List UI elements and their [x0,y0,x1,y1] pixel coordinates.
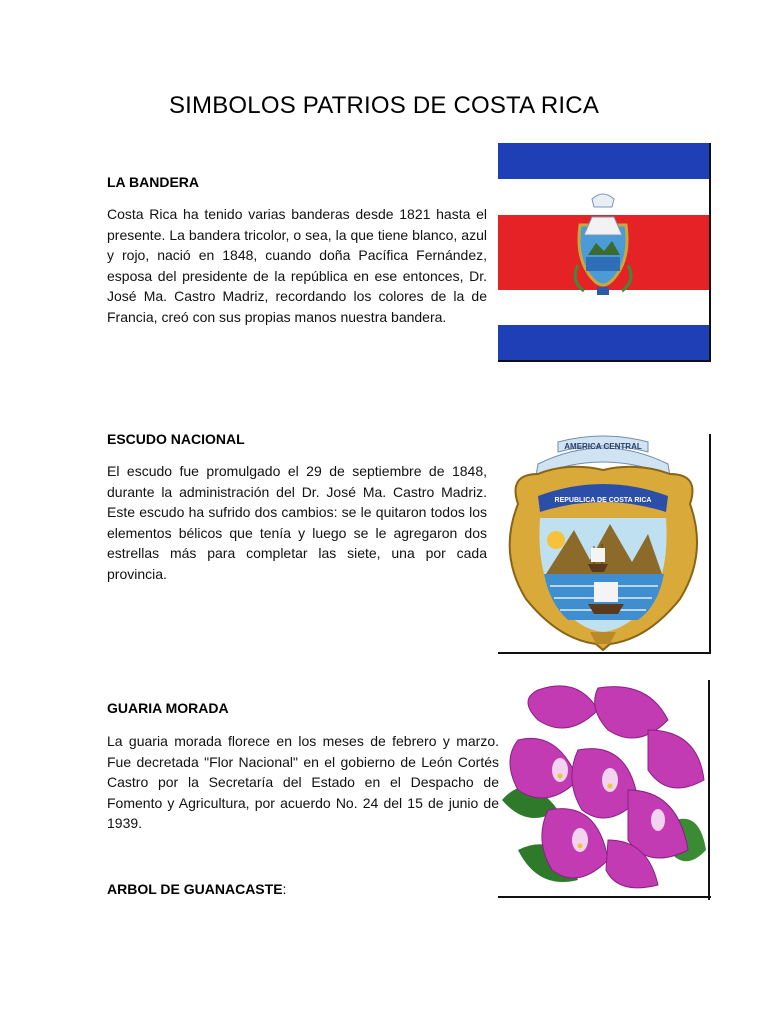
section-text-guaria: La guaria morada florece en los meses de febrero y marzo. Fue decretada "Flor Nacional" en el gobierno de León Cortés Castro por la Secretaría del Estado en el Despacho de Fomento y Agricultura, por acuerdo No. 24 del 15 de junio de 1939. [107,733,499,832]
coat-banner-main: REPUBLICA DE COSTA RICA [554,497,652,504]
coat-of-arms-image [498,434,711,654]
section-heading-bandera: LA BANDERA [107,174,200,190]
coat-banner-top: AMERICA CENTRAL [564,442,642,451]
costa-rica-flag-image [498,143,711,362]
section-text-escudo: El escudo fue promulgado el 29 de septiembre de 1848, durante la administración del Dr. José Ma. Castro Madriz. Este escudo ha sufrido dos cambios: se le quitaron todos los elementos bélicos que tenía y luego se le agregaron dos estrellas más para completar las siete, una por cada provincia. [107,463,487,582]
section-heading-guaria: GUARIA MORADA [107,700,229,716]
section-heading-escudo: ESCUDO NACIONAL [107,431,245,447]
section-heading-arbol-colon: : [282,881,287,897]
section-heading-arbol-text: ARBOL DE GUANACASTE [107,881,283,897]
section-heading-arbol [107,881,286,897]
guaria-morada-image [498,680,711,900]
page-title: SIMBOLOS PATRIOS DE COSTA RICA [168,92,600,119]
section-text-bandera: Costa Rica ha tenido varias banderas desde 1821 hasta el presente. La bandera tricolor, o sea, la que tiene blanco, azul y rojo, nació en 1848, cuando doña Pacífica Fernández, esposa del presidente de la república en ese entonces, Dr. José Ma. Castro Madriz, recordando los colores de la de Francia, creó con sus propias manos nuestra bandera. [107,206,487,325]
